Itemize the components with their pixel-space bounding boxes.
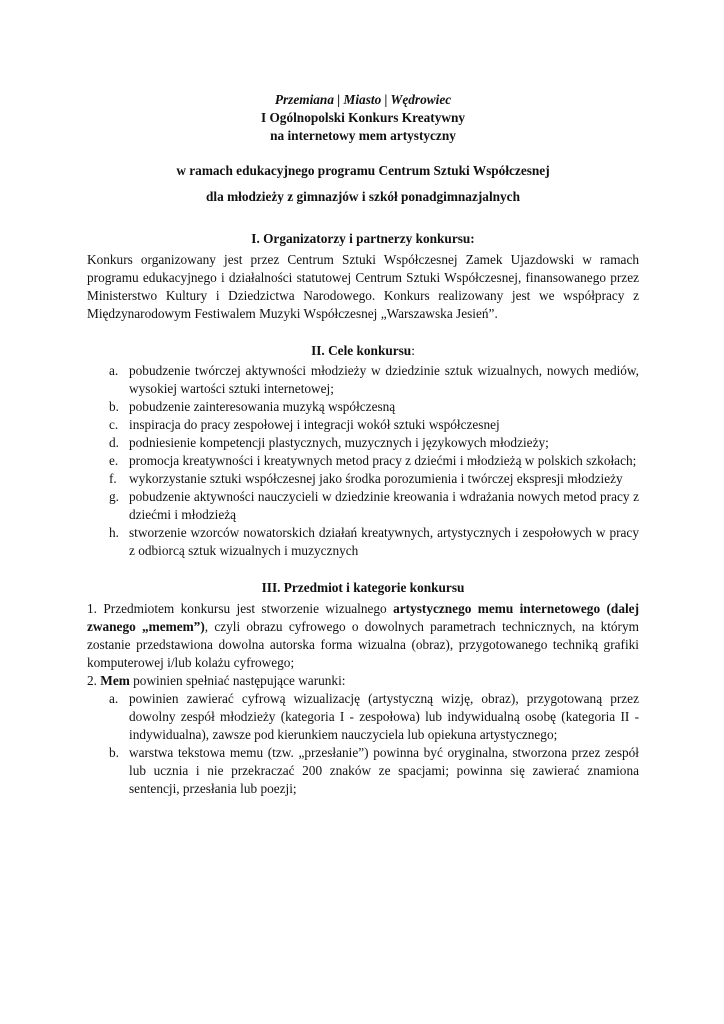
title-line-1: Przemiana | Miasto | Wędrowiec	[274, 92, 452, 107]
goals-list	[87, 362, 639, 560]
list-item: h. stworzenie wzorców nowatorskich działań kreatywnych, artystycznych i zespołowych w pracy z odbiorcą sztuk wizualnych i muzycznych	[109, 525, 639, 558]
conditions-list	[87, 690, 639, 798]
title-line-2: I Ogólnopolski Konkurs Kreatywny	[260, 110, 466, 125]
section-1-body: Konkurs organizowany jest przez Centrum Sztuki Współczesnej Zamek Ujazdowski w ramach programu edukacyjnego i działalności statutowej Centrum Sztuki Współczesnej, finansowanego przez Ministerstwo Kultury i Dziedzictwa Narodowego. Konkurs realizowany jest we współpracy z Międzynarodowym Festiwalem Muzyki Współczesnej „Warszawska Jesień”.	[87, 252, 639, 321]
list-item: e. promocja kreatywności i kreatywnych metod pracy z dziećmi i młodzieżą w polskich szkołach;	[109, 453, 637, 468]
section-3-paragraph-1: 1. Przedmiotem konkursu jest stworzenie wizualnego artystycznego memu internetowego (dalej zwanego „memem”), czyli obrazu cyfrowego o dowolnych parametrach technicznych, na którym zostanie przedstawiona dowolna autorska forma wizualna (obraz), przygotowanego techniką grafiki komputerowej i/lub kolażu cyfrowego;	[87, 601, 639, 670]
list-item: d. podniesienie kompetencji plastycznych, muzycznych i językowych młodzieży;	[109, 435, 549, 450]
section-3-paragraph-2: 2. Mem powinien spełniać następujące warunki:	[87, 673, 346, 688]
list-item: c. inspiracja do pracy zespołowej i integracji wokół sztuki współczesnej	[109, 417, 500, 432]
list-item: g. pobudzenie aktywności nauczycieli w dziedzinie kreowania i wdrażania nowych metod pracy z dziećmi i młodzieżą	[109, 489, 639, 522]
list-item: a. pobudzenie twórczej aktywności młodzieży w dziedzinie sztuk wizualnych, nowych mediów, wysokiej wartości sztuki internetowej;	[109, 363, 639, 396]
list-item: a. powinien zawierać cyfrową wizualizację (artystyczną wizję, obraz), przygotowaną przez dowolny zespół młodzieży (kategoria I - zespołowa) lub indywidualną osobę (kategoria II - indywidualna), zawsze pod kierunkiem nauczyciela lub opiekuna artystycznego;	[109, 691, 639, 742]
document-title	[87, 91, 639, 145]
list-item: b. warstwa tekstowa memu (tzw. „przesłanie”) powinna być oryginalna, stworzona przez zespół lub ucznia i nie przekraczać 200 znaków ze spacjami; powinna się zawierać znamiona sentencji, przesłania lub poezji;	[109, 745, 639, 796]
section-2-heading: II. Cele konkursu:	[311, 343, 415, 358]
title-line-3: na internetowy mem artystyczny	[270, 128, 456, 143]
document-page	[87, 91, 639, 798]
subtitle-line-1: w ramach edukacyjnego programu Centrum Sztuki Współczesnej	[176, 163, 550, 178]
list-item: b. pobudzenie zainteresowania muzyką współczesną	[109, 399, 396, 414]
section-1-heading: I. Organizatorzy i partnerzy konkursu:	[251, 231, 475, 246]
list-item: f. wykorzystanie sztuki współczesnej jako środka porozumienia i twórczej ekspresji młodzieży	[109, 471, 623, 486]
subtitle-line-2: dla młodzieży z gimnazjów i szkół ponadgimnazjalnych	[206, 189, 520, 204]
section-3-heading: III. Przedmiot i kategorie konkursu	[261, 580, 465, 595]
